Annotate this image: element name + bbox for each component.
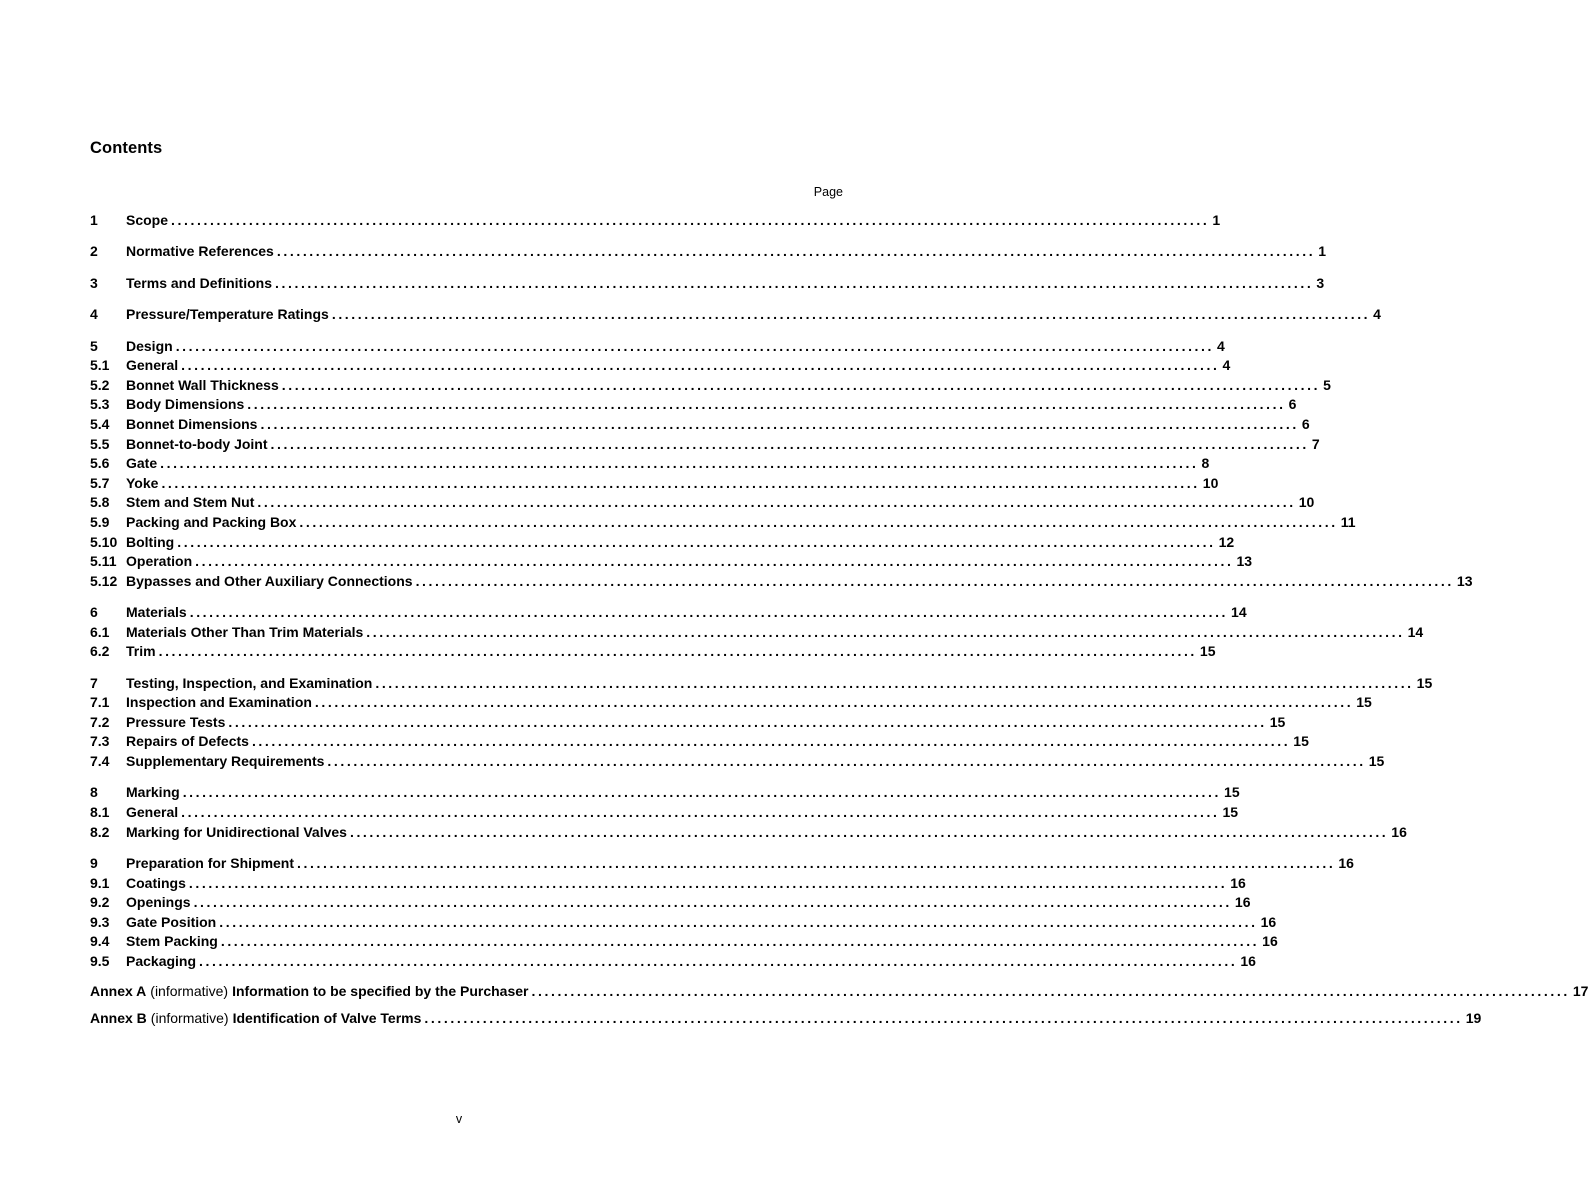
section-number: 6.1 <box>90 623 110 640</box>
section-title: Bolting <box>126 533 175 550</box>
section-number: 9.5 <box>90 952 110 969</box>
section-title: Testing, Inspection, and Examination <box>126 674 373 691</box>
section-number: 5.11 <box>90 553 117 570</box>
page-number: 4 <box>1222 357 1231 374</box>
toc-entry[interactable] <box>90 713 1286 733</box>
section-title: Pressure Tests <box>126 713 226 730</box>
page-number: 15 <box>1368 753 1385 770</box>
toc-entry[interactable] <box>90 823 1407 843</box>
section-number: 1 <box>90 212 98 228</box>
page-number: 19 <box>1465 1009 1482 1026</box>
section-number: 9 <box>90 855 98 871</box>
section-title: Inspection and Examination <box>126 694 312 711</box>
section-title: Marking for Unidirectional Valves <box>126 823 347 840</box>
page-number: 15 <box>1293 733 1309 750</box>
section-title: Normative References <box>126 243 274 260</box>
page-number: 12 <box>1218 533 1235 550</box>
section-title: Bonnet Wall Thickness <box>126 376 279 393</box>
page-number: 6 <box>1288 396 1297 413</box>
toc-entry[interactable] <box>90 211 1221 231</box>
table-of-contents <box>90 211 1588 1032</box>
section-title: Terms and Definitions <box>126 274 272 291</box>
page-number: 15 <box>1356 694 1372 711</box>
dot-leader: ................................................................................................................................................................ <box>193 894 1232 911</box>
toc-entry[interactable] <box>90 395 1297 415</box>
section-title: Bonnet-to-body Joint <box>126 435 268 452</box>
toc-entry[interactable] <box>90 337 1225 357</box>
page-number: 13 <box>1236 553 1253 570</box>
toc-entry[interactable] <box>90 356 1231 376</box>
dot-leader: ................................................................................................................................................................ <box>349 823 1389 840</box>
dot-leader: ................................................................................................................................................................ <box>160 455 1199 472</box>
toc-entry[interactable] <box>90 854 1354 874</box>
section-number: 9.2 <box>90 894 110 911</box>
dot-leader: ................................................................................................................................................................ <box>375 674 1414 691</box>
dot-leader: ................................................................................................................................................................ <box>314 694 1354 711</box>
page-title: Contents <box>90 139 163 157</box>
page-number: 5 <box>1323 376 1331 393</box>
section-number: 7.2 <box>90 713 110 730</box>
section-number: 3 <box>90 274 98 291</box>
dot-leader: ................................................................................................................................................................ <box>219 913 1258 930</box>
toc-entry[interactable] <box>90 674 1433 694</box>
dot-leader: ................................................................................................................................................................ <box>331 306 1371 323</box>
section-title: Bonnet Dimensions <box>126 415 258 432</box>
annex-type: (informative) <box>150 1009 229 1026</box>
section-title: Preparation for Shipment <box>126 855 295 871</box>
page-number: 16 <box>1240 952 1256 969</box>
toc-entry[interactable] <box>90 893 1251 913</box>
toc-entry[interactable] <box>90 474 1219 494</box>
annex-title: Information to be specified by the Purchaser <box>232 982 529 999</box>
toc-entry[interactable] <box>90 493 1315 513</box>
page-number: 16 <box>1338 855 1354 871</box>
section-number: 5.4 <box>90 415 110 432</box>
page-number: 15 <box>1269 713 1286 730</box>
page-number: 13 <box>1456 572 1473 589</box>
section-number: 8.2 <box>90 823 110 840</box>
section-title: Yoke <box>126 474 159 491</box>
dot-leader: ................................................................................................................................................................ <box>366 623 1405 640</box>
dot-leader: ................................................................................................................................................................ <box>181 804 1220 821</box>
annex-type: (informative) <box>150 982 229 999</box>
footer-page-number: v <box>455 1112 463 1126</box>
toc-entry[interactable] <box>90 274 1325 294</box>
section-number: 7 <box>90 674 98 691</box>
toc-entry[interactable] <box>90 783 1240 803</box>
section-title: Supplementary Requirements <box>126 753 325 770</box>
page-number: 11 <box>1340 513 1356 530</box>
page-number: 17 <box>1572 982 1588 999</box>
page-number: 15 <box>1222 804 1239 821</box>
dot-leader: ................................................................................................................................................................ <box>188 874 1228 891</box>
section-title: Design <box>126 337 173 354</box>
page-number: 16 <box>1234 894 1251 911</box>
section-title: General <box>126 357 179 374</box>
toc-entry[interactable] <box>90 435 1320 455</box>
toc-entry[interactable] <box>90 533 1235 553</box>
dot-leader: ................................................................................................................................................................ <box>175 337 1215 354</box>
toc-entry[interactable] <box>90 752 1385 772</box>
dot-leader: ................................................................................................................................................................ <box>424 1009 1463 1026</box>
section-number: 6 <box>90 604 98 621</box>
page-number: 15 <box>1199 643 1216 660</box>
dot-leader: ................................................................................................................................................................ <box>270 435 1309 452</box>
toc-entry[interactable] <box>90 415 1310 435</box>
section-number: 5.1 <box>90 357 110 374</box>
dot-leader: ................................................................................................................................................................ <box>177 533 1216 550</box>
toc-entry[interactable] <box>90 642 1216 662</box>
section-title: Materials <box>126 604 187 621</box>
toc-entry[interactable] <box>90 454 1210 474</box>
dot-leader: ................................................................................................................................................................ <box>260 415 1299 432</box>
toc-entry[interactable] <box>90 305 1381 325</box>
dot-leader: ................................................................................................................................................................ <box>299 513 1338 530</box>
toc-entry[interactable] <box>90 552 1253 572</box>
dot-leader: ................................................................................................................................................................ <box>415 572 1454 589</box>
section-number: 2 <box>90 243 98 260</box>
page-number: 1 <box>1318 243 1326 260</box>
dot-leader: ................................................................................................................................................................ <box>195 553 1234 570</box>
toc-entry[interactable] <box>90 572 1473 592</box>
section-title: Stem and Stem Nut <box>126 494 255 511</box>
section-title: Packing and Packing Box <box>126 513 297 530</box>
toc-annex-entry[interactable] <box>90 978 1588 1005</box>
section-number: 9.1 <box>90 874 110 891</box>
page-number: 10 <box>1202 474 1219 491</box>
dot-leader: ................................................................................................................................................................ <box>158 643 1197 660</box>
dot-leader: ................................................................................................................................................................ <box>228 713 1267 730</box>
page-number: 1 <box>1212 212 1221 228</box>
annex-label: Annex A <box>90 982 147 999</box>
section-title: Bypasses and Other Auxiliary Connections <box>126 572 413 589</box>
section-title: Stem Packing <box>126 933 218 950</box>
section-title: Gate <box>126 455 158 472</box>
toc-entry[interactable] <box>90 874 1246 894</box>
section-number: 5.10 <box>90 533 118 550</box>
page-number: 14 <box>1407 623 1424 640</box>
section-title: Pressure/Temperature Ratings <box>126 306 329 323</box>
dot-leader: ................................................................................................................................................................ <box>257 494 1296 511</box>
toc-annex-entry[interactable] <box>90 1005 1482 1032</box>
page-number: 16 <box>1260 913 1277 930</box>
toc-entry[interactable] <box>90 932 1278 952</box>
page-number: 6 <box>1301 415 1310 432</box>
toc-entry[interactable] <box>90 603 1247 623</box>
dot-leader: ................................................................................................................................................................ <box>199 952 1238 969</box>
toc-entry[interactable] <box>90 693 1372 713</box>
section-number: 9.4 <box>90 933 110 950</box>
dot-leader: ................................................................................................................................................................ <box>161 474 1200 491</box>
section-number: 5.2 <box>90 376 110 393</box>
section-title: Coatings <box>126 874 186 891</box>
dot-leader: ................................................................................................................................................................ <box>327 753 1366 770</box>
toc-entry[interactable] <box>90 623 1424 643</box>
toc-entry[interactable] <box>90 803 1239 823</box>
annex-title: Identification of Valve Terms <box>232 1009 422 1026</box>
page-number: 4 <box>1373 306 1381 323</box>
page-number: 4 <box>1217 337 1225 354</box>
section-number: 9.3 <box>90 913 110 930</box>
dot-leader: ................................................................................................................................................................ <box>189 604 1229 621</box>
page-number: 16 <box>1230 874 1246 891</box>
dot-leader: ................................................................................................................................................................ <box>181 357 1220 374</box>
page-column-label: Page <box>813 185 843 199</box>
page-number: 16 <box>1262 933 1278 950</box>
section-number: 7.1 <box>90 694 110 711</box>
dot-leader: ................................................................................................................................................................ <box>281 376 1321 393</box>
section-number: 7.4 <box>90 753 110 770</box>
dot-leader: ................................................................................................................................................................ <box>251 733 1291 750</box>
section-number: 5 <box>90 337 98 354</box>
section-number: 5.7 <box>90 474 110 491</box>
page-number: 15 <box>1224 784 1240 801</box>
page-number: 3 <box>1316 274 1325 291</box>
dot-leader: ................................................................................................................................................................ <box>274 274 1314 291</box>
section-title: Repairs of Defects <box>126 733 249 750</box>
dot-leader: ................................................................................................................................................................ <box>276 243 1316 260</box>
page-number: 10 <box>1298 494 1315 511</box>
section-number: 8 <box>90 784 98 801</box>
section-number: 5.6 <box>90 455 110 472</box>
dot-leader: ................................................................................................................................................................ <box>297 855 1336 871</box>
page-number: 14 <box>1231 604 1247 621</box>
section-number: 4 <box>90 306 98 323</box>
toc-entry[interactable] <box>90 376 1331 396</box>
section-number: 7.3 <box>90 733 110 750</box>
section-title: Operation <box>126 553 193 570</box>
section-title: General <box>126 804 179 821</box>
section-title: Packaging <box>126 952 197 969</box>
dot-leader: ................................................................................................................................................................ <box>220 933 1260 950</box>
toc-entry[interactable] <box>90 952 1256 972</box>
section-title: Marking <box>126 784 180 801</box>
toc-entry[interactable] <box>90 513 1356 533</box>
toc-entry[interactable] <box>90 242 1326 262</box>
section-title: Openings <box>126 894 191 911</box>
section-number: 8.1 <box>90 804 110 821</box>
section-title: Body Dimensions <box>126 396 245 413</box>
section-number: 6.2 <box>90 643 110 660</box>
section-number: 5.9 <box>90 513 110 530</box>
page-number: 8 <box>1201 455 1210 472</box>
section-number: 5.5 <box>90 435 110 452</box>
section-title: Gate Position <box>126 913 217 930</box>
toc-entry[interactable] <box>90 913 1277 933</box>
section-title: Materials Other Than Trim Materials <box>126 623 364 640</box>
page-number: 15 <box>1416 674 1433 691</box>
section-number: 5.12 <box>90 572 118 589</box>
dot-leader: ................................................................................................................................................................ <box>171 212 1210 228</box>
section-title: Scope <box>126 212 169 228</box>
dot-leader: ................................................................................................................................................................ <box>182 784 1222 801</box>
section-number: 5.3 <box>90 396 110 413</box>
dot-leader: ................................................................................................................................................................ <box>531 982 1570 999</box>
section-number: 5.8 <box>90 494 110 511</box>
page-number: 7 <box>1311 435 1320 452</box>
annex-label: Annex B <box>90 1009 147 1026</box>
dot-leader: ................................................................................................................................................................ <box>247 396 1286 413</box>
page-number: 16 <box>1391 823 1407 840</box>
toc-entry[interactable] <box>90 732 1309 752</box>
section-title: Trim <box>126 643 156 660</box>
